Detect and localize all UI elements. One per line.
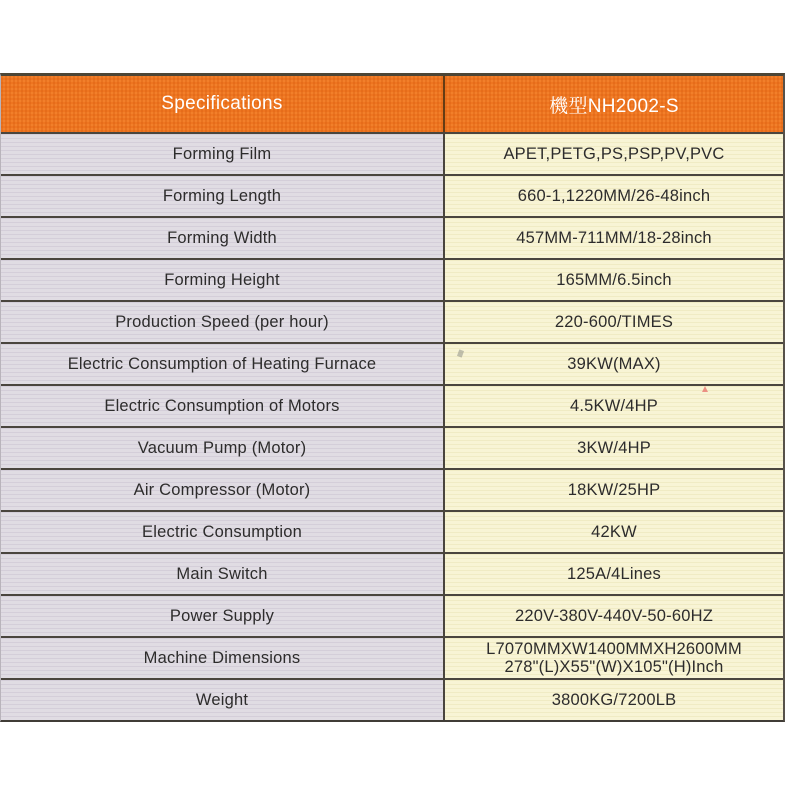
row-value: 220V-380V-440V-50-60HZ: [515, 606, 713, 625]
row-label-cell: [1, 344, 445, 384]
table-row: [1, 510, 783, 552]
row-label-cell: [1, 470, 445, 510]
table-row: [1, 300, 783, 342]
row-label-cell: [1, 428, 445, 468]
row-value-cell: [445, 638, 783, 678]
dimensions-imperial: 278"(L)X55"(W)X105"(H)Inch: [504, 658, 724, 676]
row-value: 3800KG/7200LB: [551, 690, 677, 709]
row-value-cell: [445, 302, 783, 342]
row-value: [486, 640, 742, 676]
row-value: 125A/4Lines: [567, 564, 661, 583]
row-value-cell: [445, 512, 783, 552]
row-label-cell: [1, 218, 445, 258]
row-label: Weight: [195, 690, 249, 709]
row-value-cell: [445, 596, 783, 636]
row-value-cell: [445, 260, 783, 300]
header-model-label: 機型NH2002-S: [549, 95, 679, 117]
row-label: Forming Height: [164, 270, 280, 289]
table-row: [1, 426, 783, 468]
row-label-cell: [1, 638, 445, 678]
table-row: [1, 468, 783, 510]
table-row: [1, 132, 783, 174]
row-label: Vacuum Pump (Motor): [137, 438, 307, 457]
row-label: Forming Width: [167, 228, 277, 247]
row-label: Electric Consumption of Motors: [104, 396, 340, 415]
table-row: [1, 678, 783, 720]
row-value: 165MM/6.5inch: [556, 270, 672, 289]
row-value: 220-600/TIMES: [554, 312, 674, 331]
table-row: [1, 552, 783, 594]
row-label: Forming Length: [162, 186, 282, 205]
row-label: Production Speed (per hour): [115, 312, 329, 331]
row-value: APET,PETG,PS,PSP,PV,PVC: [503, 144, 725, 163]
specifications-table: [0, 73, 785, 722]
row-value-cell: [445, 134, 783, 174]
row-label: Forming Film: [172, 144, 272, 163]
row-value: 39KW(MAX): [567, 354, 661, 373]
row-value: 457MM-711MM/18-28inch: [516, 228, 712, 247]
row-value: 18KW/25HP: [567, 480, 661, 499]
row-value: 3KW/4HP: [577, 438, 651, 457]
row-label-cell: [1, 134, 445, 174]
row-value-cell: [445, 470, 783, 510]
table-row: [1, 258, 783, 300]
row-label-cell: [1, 554, 445, 594]
header-cell-specifications: [1, 76, 445, 132]
row-value-cell: [445, 344, 783, 384]
row-value-cell: [445, 386, 783, 426]
table-row: [1, 594, 783, 636]
table-row: [1, 342, 783, 384]
row-value: 4.5KW/4HP: [570, 396, 658, 415]
row-label-cell: [1, 302, 445, 342]
table-header-row: [1, 76, 783, 132]
header-specifications-label: Specifications: [161, 93, 283, 114]
row-label-cell: [1, 386, 445, 426]
row-label: Electric Consumption of Heating Furnace: [67, 354, 377, 373]
row-value: 660-1,1220MM/26-48inch: [517, 186, 711, 205]
table-row: [1, 216, 783, 258]
table-row: [1, 174, 783, 216]
row-label: Power Supply: [169, 606, 275, 625]
row-value-cell: [445, 218, 783, 258]
row-label: Main Switch: [176, 564, 268, 583]
row-label-cell: [1, 680, 445, 720]
row-value-cell: [445, 428, 783, 468]
row-label-cell: [1, 176, 445, 216]
table-row: [1, 384, 783, 426]
row-value-cell: [445, 554, 783, 594]
row-value-cell: [445, 176, 783, 216]
row-label: Air Compressor (Motor): [133, 480, 311, 499]
row-label: Machine Dimensions: [143, 649, 301, 667]
table-row: [1, 636, 783, 678]
row-label-cell: [1, 512, 445, 552]
row-label: Electric Consumption: [142, 522, 302, 541]
row-value-cell: [445, 680, 783, 720]
row-value: 42KW: [591, 522, 637, 541]
dimensions-metric: L7070MMXW1400MMXH2600MM: [486, 640, 742, 658]
row-label-cell: [1, 596, 445, 636]
header-cell-model: [445, 76, 783, 132]
row-label-cell: [1, 260, 445, 300]
